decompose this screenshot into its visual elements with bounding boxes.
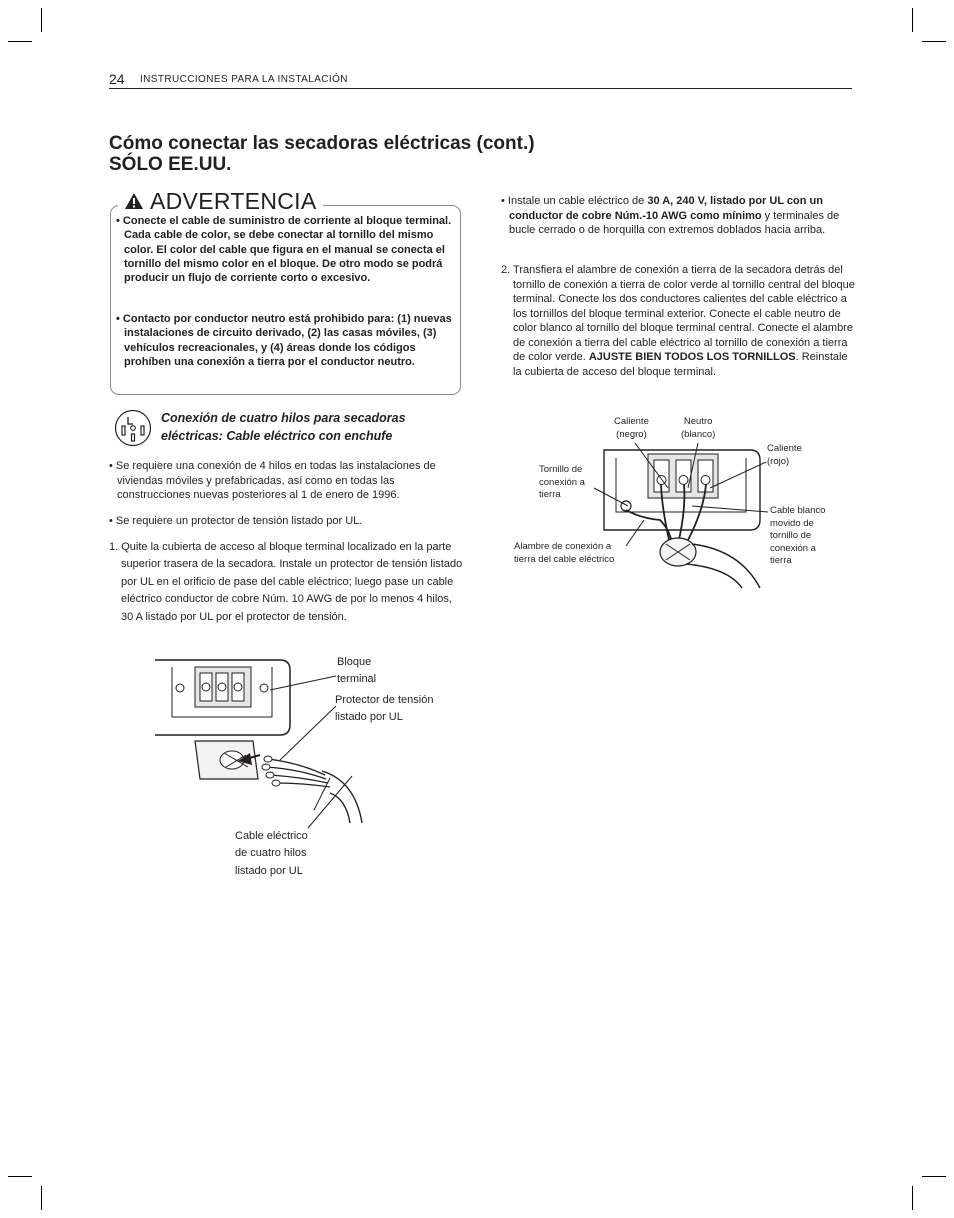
label-line: tierra — [539, 489, 561, 500]
warning-heading-text: ADVERTENCIA — [150, 188, 317, 214]
warning-triangle-icon — [124, 192, 144, 210]
page-title-line2: SÓLO EE.UU. — [109, 154, 232, 175]
label-line: Caliente — [614, 416, 649, 427]
step-2-text: 2. Transfiera el alambre de conexión a tierra de la secadora detrás del tornillo de conexión a tierra de color verde al tornillo central del bloque terminal. Conecte los dos conductores calientes del cable eléctrico a los tornillos del bloque terminal exterior. Conecte el cable neutro de color blanco al tornillo del bloque terminal central. Conecte el alambre de conexión a tierra del cable eléctrico al tornillo de conexión a tierra de color verde. — [501, 264, 855, 363]
label-white-wire-moved — [770, 505, 825, 568]
section-header: INSTRUCCIONES PARA LA INSTALACIÓN — [140, 74, 348, 85]
label-line: movido de — [770, 517, 814, 529]
label-strain-relief — [335, 692, 433, 727]
bullet-cord-pre: • Instale un cable eléctrico de — [501, 195, 648, 207]
label-hot-red — [767, 443, 802, 468]
label-line: tornillo de — [770, 530, 812, 541]
label-line: (blanco) — [681, 428, 716, 440]
label-ground-screw — [539, 464, 585, 502]
label-line: Bloque — [337, 656, 372, 668]
step-2-bold: AJUSTE BIEN TODOS LOS TORNILLOS — [588, 351, 796, 363]
crop-mark — [912, 8, 913, 32]
label-line: terminal — [337, 673, 377, 686]
crop-mark — [41, 8, 42, 32]
crop-mark — [41, 1186, 42, 1210]
bullet-strain-relief: • Se requiere un protector de tensión listado por UL. — [109, 515, 363, 527]
label-line: Protector de tensión — [335, 694, 434, 706]
warning-item: • Contacto por conductor neutro está prohibido para: (1) nuevas instalaciones de circuito derivado, (2) las casas móviles, (3) vehículos recreacionales, y (4) áreas donde los códigos prohíben una conexión a tierra por el conductor neutro. — [116, 313, 452, 368]
bullet-cord-post: y terminales de bucle cerrado o de horquilla con extremos doblados hacia arriba. — [509, 209, 840, 236]
page-title-line1: Cómo conectar las secadoras eléctricas (cont.) — [109, 133, 535, 154]
label-line: conexión a — [770, 542, 816, 554]
step-1: 1. Quite la cubierta de acceso al bloque terminal localizado en la parte superior trasera de la secadora. Instale un protector de tensión listado por UL en el orificio de pase del cable eléctrico; luego pase un cable eléctrico conductor de cobre Núm. 10 AWG de por lo menos 4 hilos, 30 A listado por UL por el protector de tensión. — [109, 541, 463, 623]
crop-mark — [8, 1176, 32, 1177]
step-2 — [501, 263, 855, 379]
outlet-icon — [114, 409, 152, 447]
crop-mark — [922, 1176, 946, 1177]
step-2-post: . Reinstale la cubierta de acceso del bloque terminal. — [513, 351, 848, 378]
bullet-cord-spec — [501, 194, 854, 238]
subsection-title: Conexión de cuatro hilos para secadoras eléctricas: Cable eléctrico con enchufe — [161, 411, 406, 443]
header-rule — [109, 88, 852, 89]
label-terminal-block — [337, 654, 376, 689]
crop-mark — [8, 41, 32, 42]
crop-mark — [922, 41, 946, 42]
label-line: conexión a — [539, 476, 585, 488]
label-hot-black — [614, 416, 649, 441]
label-line: (negro) — [616, 428, 647, 440]
leader-line — [300, 770, 360, 830]
label-power-cord — [235, 828, 308, 880]
label-line: Cable blanco — [770, 505, 826, 516]
label-line: Cable eléctrico — [235, 830, 308, 842]
label-line: tierra — [770, 555, 792, 566]
warning-heading — [118, 188, 323, 214]
bullet-four-wire: • Se requiere una conexión de 4 hilos en todas las instalaciones de viviendas móviles y prefabricadas, así como en todas las construcciones nuevas posteriores al 1 de enero de 1996. — [109, 460, 436, 501]
page-title — [109, 133, 535, 175]
label-line: de cuatro hilos — [235, 847, 307, 860]
page-number: 24 — [109, 71, 125, 87]
crop-mark — [912, 1186, 913, 1210]
label-ground-wire — [514, 541, 614, 566]
label-line: Tornillo de — [539, 464, 583, 475]
label-line: Alambre de conexión a — [514, 541, 612, 552]
label-line: listado por UL — [335, 711, 403, 724]
label-line: listado por UL — [235, 864, 303, 877]
label-line: Neutro — [683, 416, 713, 427]
label-neutral-white — [681, 416, 715, 441]
label-line: (rojo) — [767, 455, 790, 467]
label-line: Caliente — [767, 443, 802, 454]
label-line: tierra del cable eléctrico — [514, 553, 615, 565]
warning-item: • Conecte el cable de suministro de corriente al bloque terminal. Cada cable de color, se debe conectar al tornillo del mismo color. El color del cable que figura en el manual se conecta el tornillo del mismo color en el bloque. De otro modo se podrá producir un flujo de corriente corto o excesivo. — [116, 215, 452, 285]
bullet-cord-bold: 30 A, 240 V, listado por UL con un conductor de cobre Núm.-10 AWG como mínimo — [509, 195, 823, 222]
